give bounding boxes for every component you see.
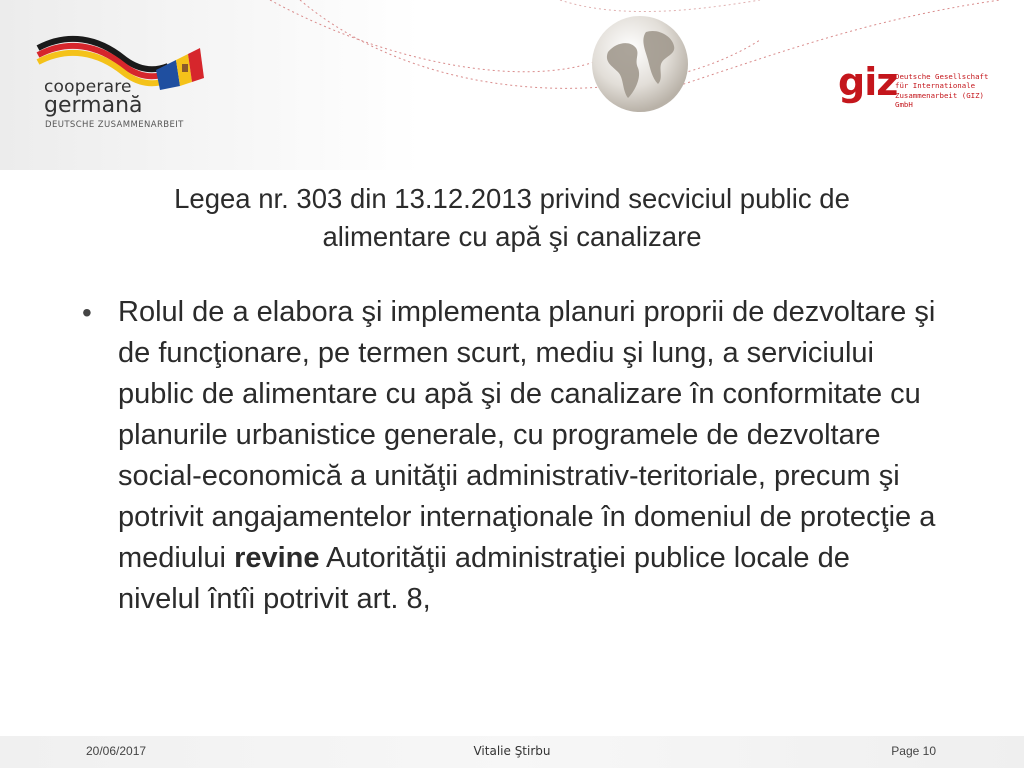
giz-name xyxy=(895,72,1005,110)
bullet-text xyxy=(118,292,938,620)
logo-line-germana: germană xyxy=(44,93,143,118)
slide-title-line-2: alimentare cu apă şi canalizare xyxy=(322,221,702,252)
giz-mark: giz xyxy=(838,60,898,104)
header-band xyxy=(0,0,1024,170)
globe-icon xyxy=(586,12,694,116)
slide-title xyxy=(70,180,954,256)
footer-date: 20/06/2017 xyxy=(86,744,147,758)
giz-name-line-3: Zusammenarbeit (GIZ) GmbH xyxy=(895,90,984,110)
footer xyxy=(0,736,1024,768)
logo-line-cooperare: cooperare xyxy=(44,77,132,97)
cooperare-germana-logo xyxy=(28,30,228,140)
giz-name-line-2: für Internationale xyxy=(895,81,976,91)
footer-author: Vitalie Ştirbu xyxy=(473,744,551,758)
bullet-text-main: Rolul de a elabora şi implementa planuri proprii de dezvoltare şi de funcţionare, pe termen scurt, mediu şi lung, a serviciului public de alimentare cu apă şi de canalizare în conformitate cu planurile urbanistice generale, cu programele de dezvoltare social-economică a unităţii administrativ-teritoriale, precum şi potrivit angajamentelor internaţionale în domeniul de protecţie a mediului xyxy=(118,296,936,574)
footer-page-number: Page 10 xyxy=(891,744,936,758)
giz-name-line-1: Deutsche Gesellschaft xyxy=(895,72,989,81)
bullet-text-emphasis: revine xyxy=(234,542,320,574)
logo-line-deutsche: DEUTSCHE ZUSAMMENARBEIT xyxy=(45,120,184,130)
bullet-text-end: Autorităţii administraţiei publice locale de nivelul întîi potrivit art. 8, xyxy=(118,542,850,615)
bullet-marker: • xyxy=(82,297,92,328)
slide-title-line-1: Legea nr. 303 din 13.12.2013 privind secviciul public de xyxy=(174,183,850,214)
